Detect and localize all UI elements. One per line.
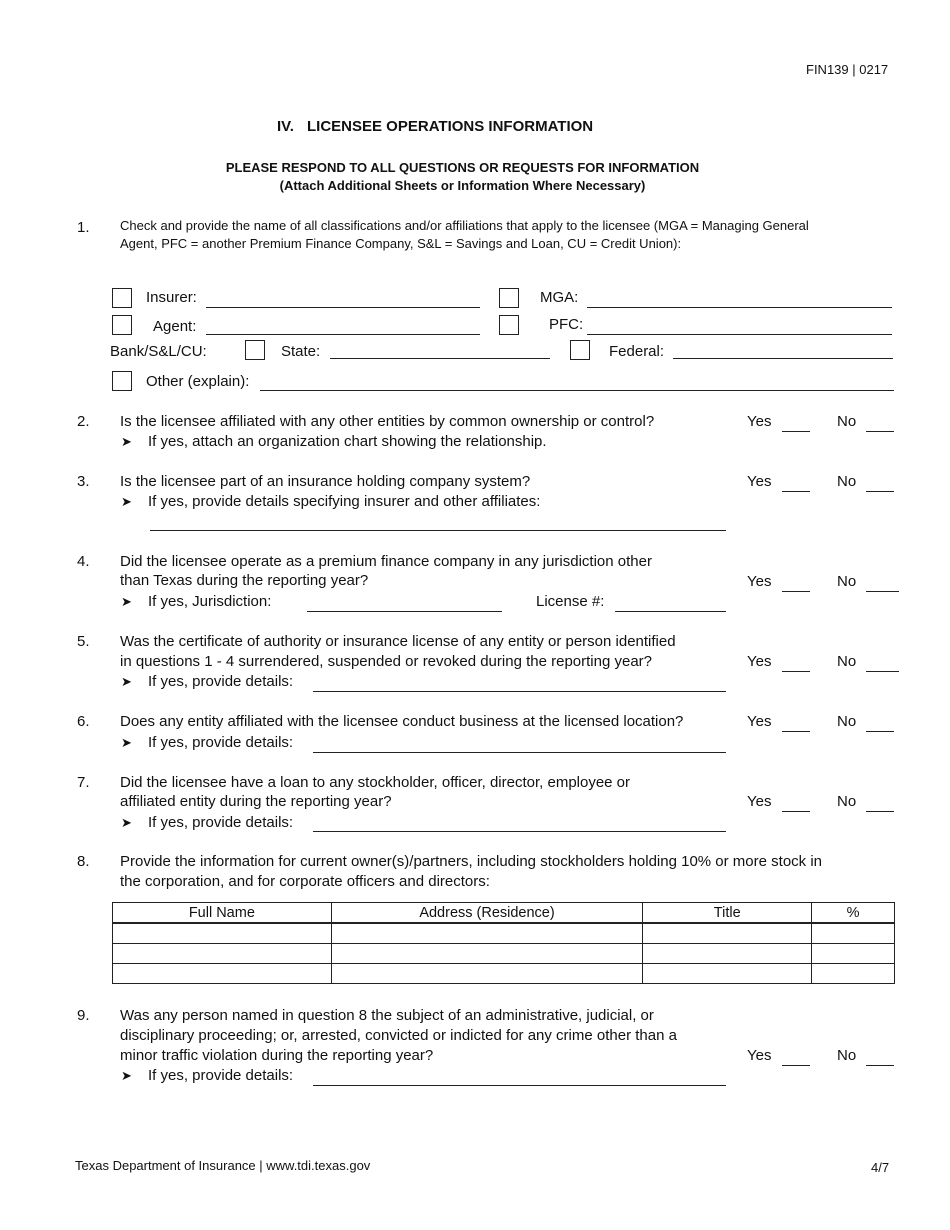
q6-yes-field[interactable]: [782, 731, 810, 732]
q9-no-field[interactable]: [866, 1065, 894, 1066]
q7-yes-field[interactable]: [782, 811, 810, 812]
q7-text-line1: Did the licensee have a loan to any stockholder, officer, director, employee or: [120, 774, 631, 791]
table-row: [113, 944, 895, 964]
federal-field[interactable]: [673, 358, 893, 359]
arrow-bullet-icon: ➤: [121, 494, 132, 509]
q9-sub: If yes, provide details:: [148, 1067, 294, 1084]
q5-sub: If yes, provide details:: [148, 673, 294, 690]
q7-no-label: No: [837, 793, 857, 810]
state-field[interactable]: [330, 358, 550, 359]
q4-number: 4.: [77, 553, 90, 570]
section-title: LICENSEE OPERATIONS INFORMATION: [307, 118, 594, 135]
q8-text-line2: the corporation, and for corporate officers and directors:: [120, 873, 490, 890]
jurisdiction-field[interactable]: [307, 611, 502, 612]
q5-text-line1: Was the certificate of authority or insurance license of any entity or person identified: [120, 633, 676, 650]
q9-no-label: No: [837, 1047, 857, 1064]
mga-label: MGA:: [540, 289, 579, 306]
q3-no-field[interactable]: [866, 491, 894, 492]
agent-label: Agent:: [153, 318, 197, 335]
q5-no-label: No: [837, 653, 857, 670]
footer-agency: Texas Department of Insurance | www.tdi.texas.gov: [75, 1158, 371, 1173]
q4-no-label: No: [837, 573, 857, 590]
insurer-checkbox[interactable]: [112, 288, 132, 308]
table-cell[interactable]: [812, 923, 895, 944]
instruction: PLEASE RESPOND TO ALL QUESTIONS OR REQUESTS FOR INFORMATION: [225, 160, 700, 175]
owners-table: [112, 902, 895, 984]
q6-details-field[interactable]: [313, 752, 726, 753]
q4-text-line1: Did the licensee operate as a premium finance company in any jurisdiction other: [120, 553, 652, 570]
table-cell[interactable]: [113, 964, 332, 984]
col-title: Title: [643, 903, 812, 924]
q6-number: 6.: [77, 713, 90, 730]
pfc-checkbox[interactable]: [499, 315, 519, 335]
q9-yes-label: Yes: [747, 1047, 772, 1064]
other-checkbox[interactable]: [112, 371, 132, 391]
q9-text-line2: disciplinary proceeding; or, arrested, convicted or indicted for any crime other than a: [120, 1027, 677, 1044]
q3-no-label: No: [837, 473, 857, 490]
arrow-bullet-icon: ➤: [121, 594, 132, 609]
q6-no-label: No: [837, 713, 857, 730]
table-cell[interactable]: [643, 964, 812, 984]
q5-no-field[interactable]: [866, 671, 899, 672]
q1-text-line1: Check and provide the name of all classifications and/or affiliations that apply to the licensee (MGA = Managing General: [120, 218, 809, 233]
q7-details-field[interactable]: [313, 831, 726, 832]
insurer-field[interactable]: [206, 307, 480, 308]
q2-yes-label: Yes: [747, 413, 772, 430]
table-cell[interactable]: [643, 923, 812, 944]
federal-checkbox[interactable]: [570, 340, 590, 360]
q6-yes-label: Yes: [747, 713, 772, 730]
insurer-label: Insurer:: [146, 289, 197, 306]
q4-yes-label: Yes: [747, 573, 772, 590]
table-cell[interactable]: [812, 964, 895, 984]
state-checkbox[interactable]: [245, 340, 265, 360]
q9-text-line3: minor traffic violation during the reporting year?: [120, 1047, 434, 1064]
q3-number: 3.: [77, 473, 90, 490]
q7-number: 7.: [77, 774, 90, 791]
q3-details-field[interactable]: [150, 530, 726, 531]
table-cell[interactable]: [331, 923, 643, 944]
table-header-row: [113, 903, 895, 924]
q5-yes-field[interactable]: [782, 671, 810, 672]
q6-sub: If yes, provide details:: [148, 734, 294, 751]
q5-details-field[interactable]: [313, 691, 726, 692]
table-cell[interactable]: [812, 944, 895, 964]
q9-details-field[interactable]: [313, 1085, 726, 1086]
q8-text-line1: Provide the information for current owner(s)/partners, including stockholders holding 10% or more stock in: [120, 853, 822, 870]
pfc-field[interactable]: [587, 334, 892, 335]
q9-text-line1: Was any person named in question 8 the subject of an administrative, judicial, or: [120, 1007, 654, 1024]
arrow-bullet-icon: ➤: [121, 674, 132, 689]
table-cell[interactable]: [643, 944, 812, 964]
q7-yes-label: Yes: [747, 793, 772, 810]
q9-yes-field[interactable]: [782, 1065, 810, 1066]
q1-text-line2: Agent, PFC = another Premium Finance Company, S&L = Savings and Loan, CU = Credit Union):: [120, 236, 682, 251]
q3-text: Is the licensee part of an insurance holding company system?: [120, 473, 531, 490]
table-cell[interactable]: [113, 923, 332, 944]
q2-number: 2.: [77, 413, 90, 430]
mga-checkbox[interactable]: [499, 288, 519, 308]
table-row: [113, 923, 895, 944]
other-label: Other (explain):: [146, 373, 250, 390]
q2-text: Is the licensee affiliated with any other entities by common ownership or control?: [120, 413, 655, 430]
arrow-bullet-icon: ➤: [121, 815, 132, 830]
section-number: IV.: [277, 118, 294, 135]
q5-yes-label: Yes: [747, 653, 772, 670]
col-address: Address (Residence): [331, 903, 643, 924]
table-cell[interactable]: [331, 944, 643, 964]
q9-number: 9.: [77, 1007, 90, 1024]
q5-number: 5.: [77, 633, 90, 650]
bank-label: Bank/S&L/CU:: [110, 343, 207, 360]
other-field[interactable]: [260, 390, 894, 391]
q4-sub: If yes, Jurisdiction:: [148, 593, 272, 610]
state-label: State:: [281, 343, 321, 360]
q6-no-field[interactable]: [866, 731, 894, 732]
q7-sub: If yes, provide details:: [148, 814, 294, 831]
q3-sub: If yes, provide details specifying insurer and other affiliates:: [148, 493, 541, 510]
federal-label: Federal:: [609, 343, 665, 360]
q2-no-label: No: [837, 413, 857, 430]
mga-field[interactable]: [587, 307, 892, 308]
q4-no-field[interactable]: [866, 591, 899, 592]
q4-yes-field[interactable]: [782, 591, 810, 592]
license-field[interactable]: [615, 611, 726, 612]
arrow-bullet-icon: ➤: [121, 1068, 132, 1083]
arrow-bullet-icon: ➤: [121, 434, 132, 449]
q2-yes-field[interactable]: [782, 431, 810, 432]
agent-checkbox[interactable]: [112, 315, 132, 335]
q7-text-line2: affiliated entity during the reporting year?: [120, 793, 392, 810]
page-number: 4/7: [871, 1160, 890, 1175]
q5-text-line2: in questions 1 - 4 surrendered, suspended or revoked during the reporting year?: [120, 653, 652, 670]
q7-no-field[interactable]: [866, 811, 894, 812]
col-percent: %: [812, 903, 895, 924]
q3-yes-label: Yes: [747, 473, 772, 490]
q4-text-line2: than Texas during the reporting year?: [120, 572, 369, 589]
q6-text: Does any entity affiliated with the licensee conduct business at the licensed location?: [120, 713, 684, 730]
pfc-label: PFC:: [549, 316, 584, 333]
arrow-bullet-icon: ➤: [121, 735, 132, 750]
q2-no-field[interactable]: [866, 431, 894, 432]
license-label: License #:: [536, 593, 605, 610]
q1-number: 1.: [77, 219, 90, 236]
form-id: FIN139 | 0217: [806, 62, 889, 77]
agent-field[interactable]: [206, 334, 480, 335]
table-cell[interactable]: [331, 964, 643, 984]
sub-instruction: (Attach Additional Sheets or Information Where Necessary): [279, 178, 646, 193]
q3-yes-field[interactable]: [782, 491, 810, 492]
table-row: [113, 964, 895, 984]
q2-sub: If yes, attach an organization chart showing the relationship.: [148, 433, 547, 450]
col-full-name: Full Name: [113, 903, 332, 924]
table-cell[interactable]: [113, 944, 332, 964]
q8-number: 8.: [77, 853, 90, 870]
